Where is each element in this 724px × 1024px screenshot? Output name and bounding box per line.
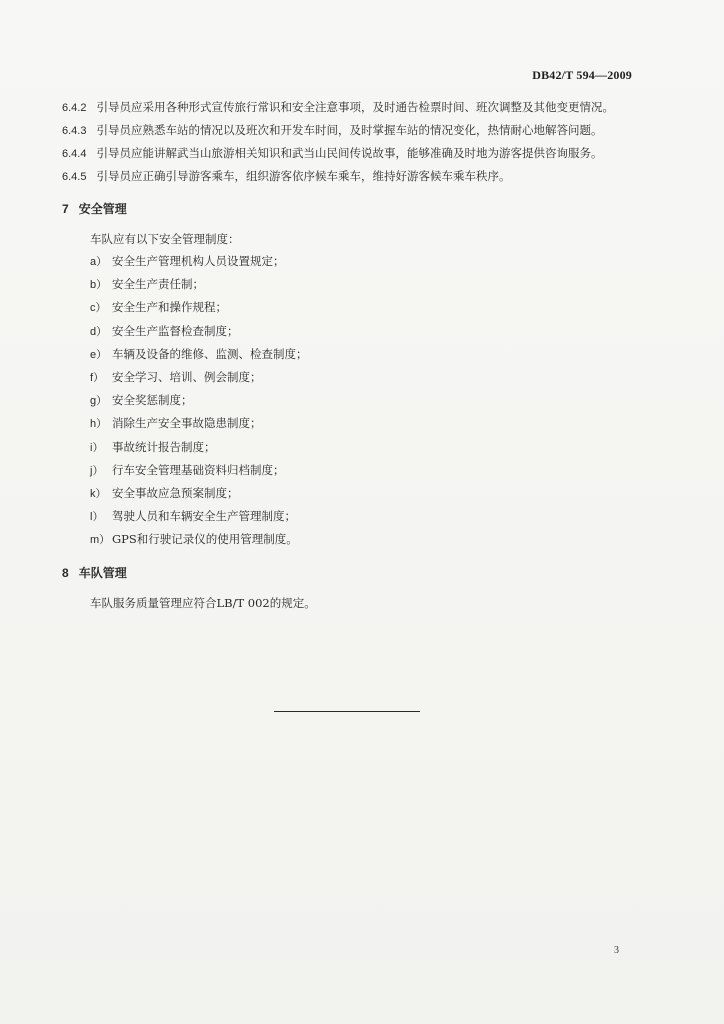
list-item-text: 安全学习、培训、例会制度； xyxy=(112,370,262,385)
list-marker: d） xyxy=(90,325,108,338)
list-marker: m） xyxy=(90,534,111,547)
section-8-heading xyxy=(62,562,642,584)
end-rule-divider xyxy=(274,711,420,712)
list-item-text: 车辆及设备的维修、监测、检查制度； xyxy=(112,346,308,361)
list-marker: l） xyxy=(90,511,104,524)
list-item xyxy=(90,250,642,273)
clause-6-4-2 xyxy=(62,96,642,119)
list-item-text: 安全生产监督检查制度； xyxy=(112,323,239,338)
list-item-text: 驾驶人员和车辆安全生产管理制度； xyxy=(112,509,296,524)
page-number: 3 xyxy=(614,945,619,956)
list-item-text: 安全生产和操作规程； xyxy=(112,300,227,315)
list-marker: b） xyxy=(90,279,108,292)
list-item xyxy=(90,273,642,296)
clause-number: 6.4.2 xyxy=(62,102,87,114)
list-marker: e） xyxy=(90,348,108,361)
section-7-heading xyxy=(62,198,642,220)
list-marker: i） xyxy=(90,441,104,454)
list-item-text: 安全奖惩制度； xyxy=(112,393,193,408)
list-item xyxy=(90,389,642,412)
list-marker: g） xyxy=(90,395,108,408)
list-item xyxy=(90,436,642,459)
list-marker: a） xyxy=(90,256,108,268)
section-8-body: 车队服务质量管理应符合LB/T 002的规定。 xyxy=(90,595,316,610)
clause-6-4-3 xyxy=(62,119,642,142)
list-item xyxy=(90,343,642,366)
list-marker: f） xyxy=(90,372,105,385)
list-item xyxy=(90,505,642,528)
document-body xyxy=(62,96,642,614)
list-item xyxy=(90,366,642,389)
section-7-intro: 车队应有以下安全管理制度： xyxy=(90,232,240,246)
list-item-text: 安全生产管理机构人员设置规定； xyxy=(112,254,285,268)
list-item-text: GPS和行驶记录仪的使用管理制度。 xyxy=(112,532,298,547)
list-item-text: 行车安全管理基础资料归档制度； xyxy=(112,462,285,477)
list-item-text: 事故统计报告制度； xyxy=(112,439,216,454)
list-item xyxy=(90,296,642,319)
safety-rules-list xyxy=(62,250,642,552)
list-marker: k） xyxy=(90,488,107,501)
list-item xyxy=(90,528,642,551)
section-title: 车队管理 xyxy=(78,565,127,580)
section-number: 8 xyxy=(62,565,69,580)
clause-6-4-5 xyxy=(62,165,642,188)
list-item-text: 消除生产安全事故隐患制度； xyxy=(112,416,262,431)
section-number: 7 xyxy=(62,202,69,216)
clause-number: 6.4.4 xyxy=(62,148,87,160)
clause-text: 引导员应采用各种形式宣传旅行常识和安全注意事项，及时通告检票时间、班次调整及其他变更情况。 xyxy=(96,100,614,114)
clause-text: 引导员应能讲解武当山旅游相关知识和武当山民间传说故事，能够准确及时地为游客提供咨询服务。 xyxy=(96,146,603,160)
list-item xyxy=(90,320,642,343)
list-item-text: 安全生产责任制； xyxy=(112,277,204,292)
clause-number: 6.4.5 xyxy=(62,171,87,183)
document-code: DB42/T 594—2009 xyxy=(532,68,632,82)
list-item xyxy=(90,412,642,435)
clause-number: 6.4.3 xyxy=(62,125,87,137)
clause-text: 引导员应熟悉车站的情况以及班次和开发车时间，及时掌握车站的情况变化，热情耐心地解答问题。 xyxy=(96,123,603,137)
list-item xyxy=(90,482,642,505)
list-item xyxy=(90,459,642,482)
list-marker: c） xyxy=(90,302,107,315)
list-marker: h） xyxy=(90,418,108,431)
list-item-text: 安全事故应急预案制度； xyxy=(112,486,239,501)
clause-text: 引导员应正确引导游客乘车，组织游客依序候车乘车，维持好游客候车乘车秩序。 xyxy=(96,169,511,183)
section-title: 安全管理 xyxy=(78,202,127,216)
list-marker: j） xyxy=(90,464,104,477)
clause-6-4-4 xyxy=(62,142,642,165)
